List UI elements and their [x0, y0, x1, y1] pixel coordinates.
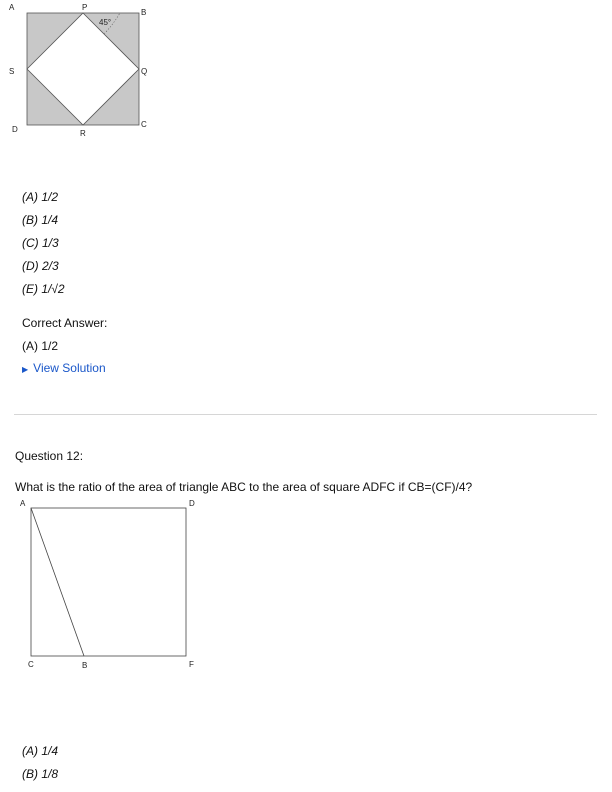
- option-c[interactable]: (C) 1/3: [22, 236, 59, 250]
- expand-triangle-icon: ▶: [22, 365, 29, 374]
- question-12-text: What is the ratio of the area of triangle ABC to the area of square ADFC if CB=(CF)/4?: [15, 480, 473, 494]
- label-d2: D: [189, 499, 195, 508]
- label-a: A: [9, 3, 15, 12]
- label-b: B: [141, 8, 147, 17]
- square-diamond-figure: [0, 0, 140, 120]
- label-s: S: [9, 67, 15, 76]
- option-a[interactable]: (A) 1/2: [22, 190, 59, 204]
- question-12-heading: Question 12:: [15, 449, 84, 463]
- option-d[interactable]: (D) 2/3: [22, 259, 59, 273]
- q12-option-a[interactable]: (A) 1/4: [22, 744, 59, 758]
- label-d: D: [12, 125, 18, 134]
- label-b2: B: [82, 661, 88, 670]
- square-adfc: [31, 508, 186, 656]
- angle-label: 45°: [99, 18, 112, 27]
- option-b[interactable]: (B) 1/4: [22, 213, 59, 227]
- label-f2: F: [189, 660, 194, 669]
- label-c: C: [141, 120, 147, 129]
- view-solution-label: View Solution: [33, 361, 106, 375]
- view-solution-link[interactable]: [22, 361, 106, 375]
- q12-option-b[interactable]: (B) 1/8: [22, 767, 59, 781]
- section-divider: [14, 414, 597, 415]
- triangle-square-figure: [0, 500, 200, 670]
- label-q: Q: [141, 67, 148, 76]
- label-r: R: [80, 129, 86, 138]
- label-c2: C: [28, 660, 34, 669]
- option-e[interactable]: (E) 1/√2: [22, 282, 65, 296]
- correct-answer-heading: Correct Answer:: [22, 316, 108, 330]
- correct-answer-value: (A) 1/2: [22, 339, 59, 353]
- label-a2: A: [20, 499, 26, 508]
- label-p: P: [82, 3, 88, 12]
